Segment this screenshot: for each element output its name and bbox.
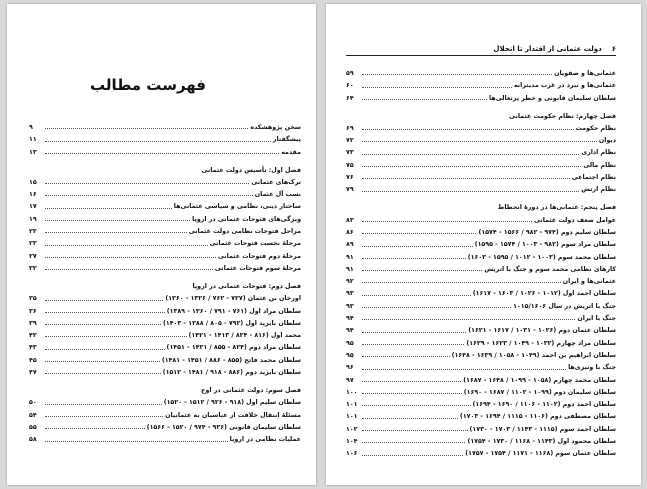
toc-entry-title: نسب آل عثمان <box>254 191 301 199</box>
toc-entry[interactable] <box>346 120 616 132</box>
toc-entry-page: ۱۶ <box>29 191 37 199</box>
dot-leader <box>45 257 216 258</box>
toc-entry-page: ۹۱ <box>346 265 354 273</box>
dot-leader <box>45 195 253 196</box>
dot-leader <box>362 221 532 222</box>
toc-entry[interactable] <box>29 211 301 223</box>
toc-entry[interactable] <box>346 132 616 144</box>
toc-entry[interactable] <box>346 310 616 322</box>
toc-entry-title: سلطان احمد دوم (۱۱۰۲ - ۱۱۰۶ / ۱۶۹۰ - ۱۶۹۴) <box>472 401 616 409</box>
chapter-heading: فصل چهارم: نظام حکومت عثمانی <box>509 112 616 120</box>
toc-entry-page: ۱۰۲ <box>346 425 358 433</box>
toc-entry-page: ۹۳ <box>346 290 354 298</box>
toc-entry-page: ۶۴ <box>346 94 354 102</box>
toc-entry-page: ۴۲ <box>29 332 37 340</box>
toc-entry[interactable] <box>29 352 301 364</box>
dot-leader <box>362 87 512 88</box>
toc-entry[interactable] <box>346 157 616 169</box>
dot-leader <box>362 307 511 308</box>
toc-entry[interactable] <box>346 224 616 236</box>
dot-leader <box>362 332 466 333</box>
toc-entry-title: سلطان سلیمان قانونی (۹۲۶ - ۹۷۴ / ۱۵۲۰ - ۱۵۶۶) <box>146 423 301 431</box>
toc-title: فهرست مطالب <box>90 76 206 94</box>
toc-entry[interactable] <box>346 408 616 420</box>
toc-entry-title: نظام اجتماعی <box>571 174 616 182</box>
toc-entry[interactable] <box>346 421 616 433</box>
toc-entry[interactable] <box>346 273 616 285</box>
chapter-heading: فصل پنجم: عثمانی‌ها در دورهٔ انحطاط <box>497 204 616 212</box>
toc-entry-title: مسئلهٔ انتقال خلافت از عباسیان به عثمانیان <box>165 411 301 419</box>
toc-entry-title: سلطان سلیم دوم (۹۷۴ - ۹۸۲ / ۱۵۶۶ - ۱۵۷۴) <box>478 228 616 236</box>
dot-leader <box>362 295 471 296</box>
dot-leader <box>362 442 465 443</box>
toc-entry[interactable] <box>346 144 616 156</box>
toc-entry[interactable] <box>346 285 616 297</box>
dot-leader <box>45 300 163 301</box>
toc-entry-page: ۱۵ <box>29 178 37 186</box>
dot-leader <box>362 393 462 394</box>
dot-leader <box>362 270 482 271</box>
toc-entry[interactable] <box>346 181 616 193</box>
right-page <box>326 4 641 485</box>
toc-entry-page: ۷۶ <box>346 174 354 182</box>
dot-leader <box>362 258 466 259</box>
toc-entry-title: سلطان مراد سوم (۹۸۲ - ۱۰۰۳ / ۱۵۷۴ - ۱۵۹۵) <box>474 241 616 249</box>
dot-leader <box>45 349 165 350</box>
toc-entry-page: ۷۲ <box>346 137 354 145</box>
toc-entry-page: ۴۳ <box>29 344 37 352</box>
toc-entry[interactable] <box>346 169 616 181</box>
toc-entry-title: مرحلهٔ دوم فتوحات عثمانی <box>217 252 301 260</box>
toc-entry[interactable] <box>346 322 616 334</box>
toc-entry-title: مراحل فتوحات نظامی دولت عثمانی <box>188 228 301 236</box>
toc-entry-page: ۱۰۱ <box>346 401 358 409</box>
dot-leader <box>362 74 552 75</box>
toc-entry-title: عثمانی‌ها و نبرد در غرب مدیترانه <box>513 82 616 90</box>
toc-entry-title: سلطان عثمان سوم (۱۱۶۸ - ۱۱۷۱ / ۱۷۵۴ - ۱۷۵۷) <box>465 450 616 458</box>
toc-entry[interactable] <box>346 77 616 89</box>
toc-entry-title: سلطان محمود اول (۱۱۴۳ - ۱۱۶۸ / ۱۷۳۰ - ۱۷۵۴) <box>467 438 616 446</box>
dot-leader <box>45 208 172 209</box>
dot-leader <box>45 416 163 417</box>
dot-leader <box>362 381 461 382</box>
toc-entry-page: ۴۷ <box>29 369 37 377</box>
toc-entry-page: ۵۴ <box>29 411 37 419</box>
toc-entry-page: ۵۵ <box>29 423 37 431</box>
toc-entry-page: ۲۷ <box>29 252 37 260</box>
toc-entry-title: سلطان محمد سوم (۱۰۰۳ - ۱۰۱۲ / ۱۵۹۵ - ۱۶۰۳) <box>467 253 616 261</box>
toc-entry-title: نظام اداری <box>581 149 616 157</box>
toc-entry[interactable] <box>346 359 616 371</box>
dot-leader <box>362 178 570 179</box>
toc-entry-page: ۳۲ <box>29 264 37 272</box>
toc-entry-title: سلطان محمد فاتح (۸۵۵ - ۸۸۶ / ۱۴۵۱ - ۱۴۸۱) <box>161 356 301 364</box>
dot-leader <box>362 233 476 234</box>
toc-entry[interactable] <box>29 419 301 431</box>
toc-entry-title: سلطان احمد اول (۱۰۱۲ - ۱۰۲۶ / ۱۶۰۳ - ۱۶۱۷) <box>472 290 616 298</box>
toc-entry[interactable] <box>346 298 616 310</box>
toc-entry-page: ۵۹ <box>346 70 354 77</box>
toc-entry-page: ۹۴ <box>346 327 354 335</box>
toc-entry-page: ۱۰۰ <box>346 388 358 396</box>
dot-leader <box>362 141 597 142</box>
toc-entry[interactable] <box>29 431 301 443</box>
toc-entry-title: سلطان مراد دوم (۸۲۴ - ۸۵۵ / ۱۴۲۱ - ۱۴۵۱) <box>166 344 301 352</box>
toc-entry-page: ۸۳ <box>346 216 354 224</box>
dot-leader <box>45 232 187 233</box>
toc-entry[interactable] <box>346 372 616 384</box>
dot-leader <box>45 441 228 442</box>
toc-entry-title: عثمانی‌ها و صفویان <box>554 70 616 77</box>
toc-entry-page: ۷۵ <box>346 161 354 169</box>
toc-entry-title: عوامل ضعف دولت عثمانی <box>533 216 616 224</box>
toc-entry[interactable] <box>29 248 301 260</box>
toc-entry-title: نظام مالی <box>583 161 616 169</box>
toc-entry-page: ۱۳ <box>29 148 37 156</box>
toc-entry-page: ۸۶ <box>346 228 354 236</box>
toc-entry-page: ۹۵ <box>346 351 354 359</box>
toc-entry-title: سلطان مراد چهارم (۱۰۳۲ - ۱۰۴۹ / ۱۶۲۳ - ۱۶۳۹) <box>466 339 616 347</box>
dot-leader <box>362 282 561 283</box>
toc-entry-page: ۱۰۱ <box>346 413 358 421</box>
chapter-heading: فصل اول: تأسیس دولت عثمانی <box>201 166 301 174</box>
toc-entry[interactable] <box>29 315 301 327</box>
toc-entry[interactable] <box>346 65 616 77</box>
dot-leader <box>45 269 213 270</box>
toc-entry-page: ۵۸ <box>29 436 37 444</box>
dot-leader <box>45 336 187 337</box>
toc-entry[interactable] <box>29 144 301 156</box>
toc-entry[interactable] <box>346 396 616 408</box>
toc-entry-title: سلطان بایزید اول (۷۹۲ - ۸۰۵ / ۱۳۸۸ - ۱۴۰۳) <box>162 319 301 327</box>
dot-leader <box>45 183 249 184</box>
toc-entry-title: اورخان بن عثمان (۷۲۷ - ۷۶۲ / ۱۳۲۶ - ۱۳۶۰) <box>165 295 301 303</box>
toc-entry-title: پیشگفتار <box>272 136 301 144</box>
dot-leader <box>362 455 463 456</box>
dot-leader <box>45 220 190 221</box>
toc-entry-title: سلطان ابراهیم بن احمد (۱۰۴۹ - ۱۰۵۸ / ۱۶۳۹ - ۱۶۴۸) <box>451 351 616 359</box>
toc-entry-page: ۵۰ <box>29 399 37 407</box>
dot-leader <box>45 141 271 142</box>
toc-entry[interactable] <box>29 290 301 302</box>
toc-list-left <box>29 119 301 444</box>
page-number: ۶ <box>611 45 616 53</box>
dot-leader <box>45 324 161 325</box>
dot-leader <box>45 245 208 246</box>
toc-entry-title: سلطان مصطفی دوم (۱۱۰۶ - ۱۱۱۵ / ۱۶۹۴ - ۱۷۰۳) <box>459 413 616 421</box>
toc-entry-title: سلطان مراد اول (۷۶۱ - ۷۹۱ / ۱۳۶۰ - ۱۳۸۹) <box>166 307 301 315</box>
toc-entry-page: ۸۹ <box>346 241 354 249</box>
toc-entry[interactable] <box>346 335 616 347</box>
dot-leader <box>45 128 248 129</box>
toc-entry-page: ۱۹ <box>29 215 37 223</box>
dot-leader <box>45 153 279 154</box>
dot-leader <box>362 405 471 406</box>
toc-entry[interactable] <box>29 327 301 339</box>
toc-entry-page: ۹۷ <box>346 376 354 384</box>
dot-leader <box>45 428 145 429</box>
toc-entry-page: ۹۶ <box>346 364 354 372</box>
toc-entry-title: سلطان بایزید دوم (۸۸۶ - ۹۱۸ / ۱۴۸۱ - ۱۵۱۲) <box>162 369 301 377</box>
toc-entry-page: ۳۹ <box>29 319 37 327</box>
toc-entry-title: سخن پژوهشکده <box>250 124 301 131</box>
toc-entry-page: ۷۳ <box>346 149 354 157</box>
toc-entry[interactable] <box>29 339 301 351</box>
toc-entry[interactable] <box>29 364 301 376</box>
toc-entry-page: ۲۳ <box>29 240 37 248</box>
toc-entry[interactable] <box>29 119 301 131</box>
toc-entry[interactable] <box>346 249 616 261</box>
dot-leader <box>362 191 579 192</box>
toc-entry-title: محمد اول (۸۱۶ - ۸۲۴ / ۱۴۱۳ - ۱۴۲۱) <box>188 332 301 340</box>
toc-entry-title: سلطان محمد چهارم (۱۰۵۸ - ۱۰۹۹ / ۱۶۴۸ - ۱۶۸۷) <box>463 376 616 384</box>
dot-leader <box>45 312 165 313</box>
toc-entry-title: سلطان سلیم اول (۹۱۸ - ۹۲۶ / ۱۵۱۲ - ۱۵۲۰) <box>163 399 301 407</box>
dot-leader <box>362 319 575 320</box>
toc-entry-title: سلطان احمد سوم (۱۱۱۵ - ۱۱۴۳ / ۱۷۰۳ - ۱۷۳۰) <box>469 425 616 433</box>
toc-entry-title: سلطان عثمان دوم (۱۰۲۶ - ۱۰۳۱ / ۱۶۱۷ - ۱۶۲۱) <box>468 327 616 335</box>
toc-entry-title: ترک‌های عثمانی <box>251 178 301 186</box>
dot-leader <box>362 246 473 247</box>
toc-entry-title: سلطان سلیمان قانونی و خطر پرتغالی‌ها <box>489 94 616 102</box>
toc-entry-title: مقدمه <box>281 148 301 156</box>
toc-entry-page: ۷۹ <box>346 186 354 194</box>
toc-entry-page: ۶۹ <box>346 124 354 132</box>
dot-leader <box>362 418 458 419</box>
toc-entry-title: جنگ با ایران <box>577 315 616 323</box>
toc-entry[interactable] <box>29 235 301 247</box>
toc-entry[interactable] <box>29 198 301 210</box>
dot-leader <box>362 344 464 345</box>
toc-entry-page: ۳۶ <box>29 307 37 315</box>
toc-entry[interactable] <box>29 407 301 419</box>
chapter-heading: فصل سوم: دولت عثمانی در اوج <box>200 387 301 395</box>
toc-entry-title: مرحلهٔ نخست فتوحات عثمانی <box>209 240 301 248</box>
dot-leader <box>45 404 162 405</box>
running-head-title: دولت عثمانی از اقتدار تا انحلال <box>493 45 602 53</box>
dot-leader <box>362 430 468 431</box>
dot-leader <box>362 356 450 357</box>
toc-entry-page: ۲۲ <box>29 228 37 236</box>
toc-entry-title: نظام ارتش <box>581 186 616 194</box>
toc-entry[interactable] <box>29 260 301 272</box>
toc-list-right <box>346 65 616 458</box>
toc-entry[interactable] <box>346 261 616 273</box>
toc-entry[interactable] <box>29 174 301 186</box>
toc-entry-page: ۹ <box>29 124 33 131</box>
toc-entry-page: ۹۲ <box>346 278 354 286</box>
toc-entry-page: ۶۰ <box>346 82 354 90</box>
dot-leader <box>45 361 160 362</box>
dot-leader <box>362 369 566 370</box>
toc-entry[interactable] <box>346 212 616 224</box>
toc-entry-page: ۱۱ <box>29 136 37 144</box>
toc-entry-page: ۳۵ <box>29 295 37 303</box>
toc-entry-page: ۱۷ <box>29 203 37 211</box>
toc-entry-title: نظام حکومت <box>575 124 616 132</box>
toc-entry[interactable] <box>29 223 301 235</box>
toc-entry-title: کارهای نظامی محمد سوم و جنگ با اتریش <box>484 265 616 273</box>
toc-entry[interactable] <box>346 384 616 396</box>
toc-entry[interactable] <box>29 303 301 315</box>
left-page <box>7 4 316 485</box>
toc-entry-page: ۹۵ <box>346 339 354 347</box>
toc-entry-page: ۱۰۴ <box>346 438 358 446</box>
dot-leader <box>362 166 581 167</box>
toc-entry-title: عثمانی‌ها و ایران <box>562 278 616 286</box>
running-header <box>346 45 616 56</box>
toc-entry[interactable] <box>346 236 616 248</box>
toc-entry-title: جنگ با اتریش در سال ۱۰۱۵/۱۶۰۶ <box>513 302 616 310</box>
toc-entry-title: مرحلهٔ سوم فتوحات عثمانی <box>214 264 301 272</box>
toc-entry-page: ۱۰۶ <box>346 450 358 458</box>
toc-entry[interactable] <box>346 347 616 359</box>
toc-entry[interactable] <box>346 445 616 457</box>
toc-entry-title: ساختار دینی، نظامی و سیاسی عثمانی‌ها <box>173 203 301 211</box>
dot-leader <box>362 129 574 130</box>
chapter-heading: فصل دوم: فتوحات عثمانی در اروپا <box>192 282 301 290</box>
toc-entry-title: ویژگی‌های فتوحات عثمانی در اروپا <box>192 215 301 223</box>
toc-entry-page: ۹۳ <box>346 302 354 310</box>
dot-leader <box>362 154 579 155</box>
dot-leader <box>362 99 487 100</box>
toc-entry-title: دیوان <box>598 137 616 145</box>
toc-entry-page: ۹۱ <box>346 253 354 261</box>
toc-entry-title: عملیات نظامی در اروپا <box>229 436 301 444</box>
toc-entry[interactable] <box>346 433 616 445</box>
toc-entry[interactable] <box>29 131 301 143</box>
toc-entry-title: سلطان سلیمان دوم (۱۰۹۹ - ۱۱۰۲ / ۱۶۸۷ - ۱۶۹۰) <box>463 388 616 396</box>
toc-entry[interactable] <box>29 186 301 198</box>
toc-entry-page: ۴۵ <box>29 356 37 364</box>
toc-entry[interactable] <box>346 90 616 102</box>
toc-entry-page: ۹۴ <box>346 315 354 323</box>
dot-leader <box>45 373 161 374</box>
toc-entry-title: جنگ با ونیزی‌ها <box>568 364 616 372</box>
toc-entry[interactable] <box>29 394 301 406</box>
